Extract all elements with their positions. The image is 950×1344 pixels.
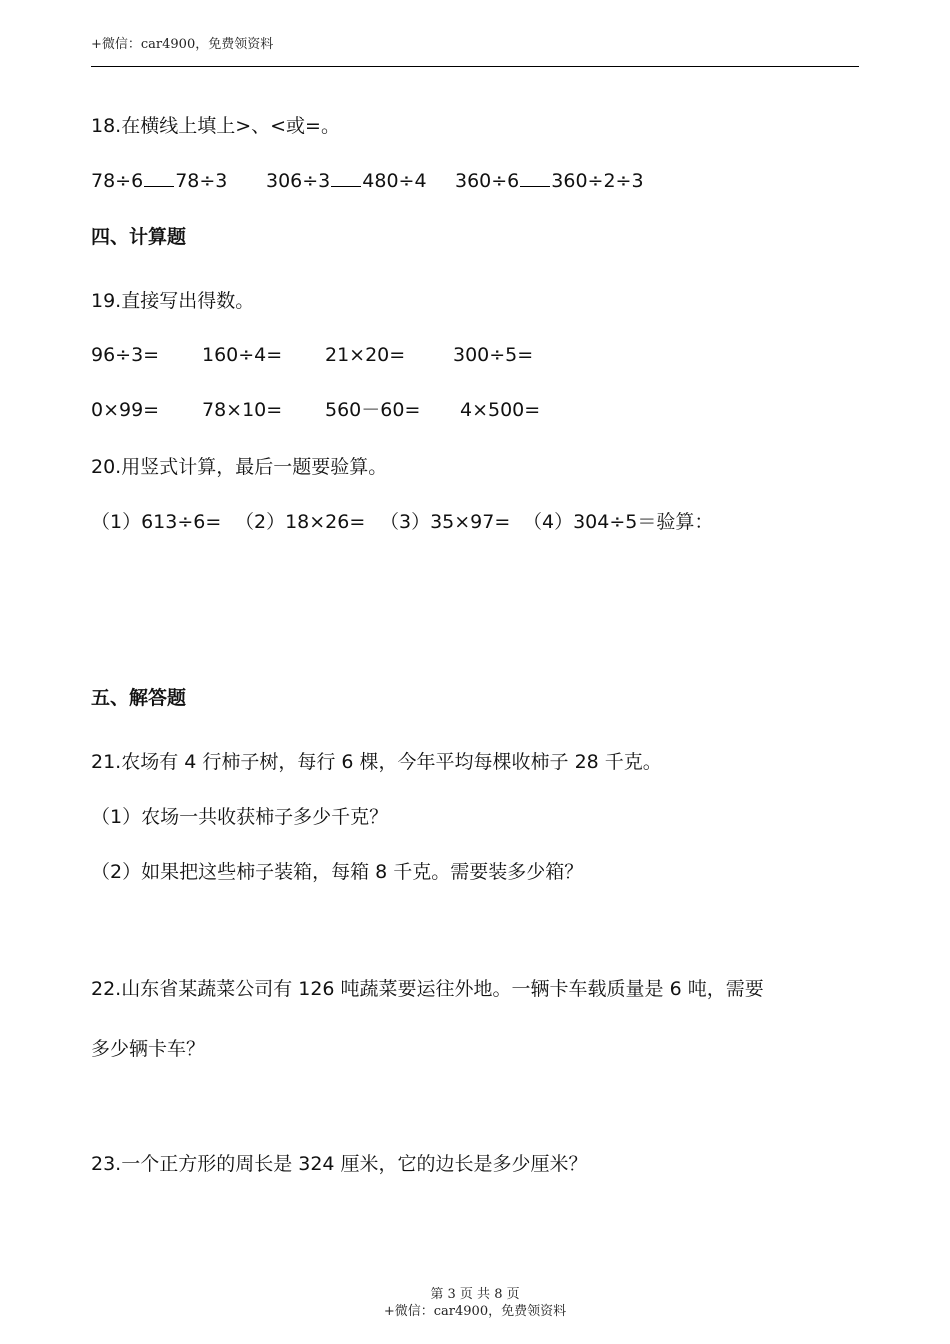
q18-blank-2[interactable] — [331, 168, 361, 187]
section-4-title: 四、计算题 — [91, 226, 187, 248]
q18-item-3-right: 360÷2÷3 — [551, 170, 644, 192]
q19-r1-c3: 21×20= — [325, 344, 406, 366]
q21-sub-1: （1）农场一共收获柿子多少千克？ — [91, 806, 389, 828]
q20-title: 20.用竖式计算，最后一题要验算。 — [91, 456, 388, 478]
q18-item-2-left: 306÷3 — [266, 170, 331, 192]
q19-r1-c4: 300÷5= — [453, 344, 534, 366]
q19-r2-c3: 560－60= — [325, 399, 421, 421]
footer-watermark: +微信：car4900，免费领资料 — [383, 1304, 567, 1319]
section-5-title: 五、解答题 — [91, 687, 187, 709]
q18-blank-3[interactable] — [520, 168, 550, 187]
q20-item-1: （1）613÷6= — [91, 511, 222, 533]
q23-title: 23.一个正方形的周长是 324 厘米，它的边长是多少厘米？ — [91, 1153, 588, 1175]
q18-item-3 — [455, 168, 644, 193]
q20-item-2: （2）18×26= — [235, 511, 366, 533]
header-rule — [91, 66, 859, 67]
q19-r2-c1: 0×99= — [91, 399, 160, 421]
q22-line-1: 22.山东省某蔬菜公司有 126 吨蔬菜要运往外地。一辆卡车载质量是 6 吨，需要 — [91, 978, 764, 1000]
q18-title: 18.在横线上填上>、<或=。 — [91, 115, 340, 137]
q18-blank-1[interactable] — [144, 168, 174, 187]
q21-sub-2: （2）如果把这些柿子装箱，每箱 8 千克。需要装多少箱？ — [91, 861, 584, 883]
q20-item-3: （3）35×97= — [380, 511, 511, 533]
q22-line-2: 多少辆卡车？ — [91, 1038, 206, 1060]
q18-item-1-right: 78÷3 — [175, 170, 228, 192]
q18-item-1 — [91, 168, 227, 193]
header-watermark: +微信：car4900，免费领资料 — [91, 37, 274, 52]
q19-title: 19.直接写出得数。 — [91, 290, 255, 312]
q19-r2-c4: 4×500= — [460, 399, 541, 421]
q18-item-2-right: 480÷4 — [362, 170, 427, 192]
q19-r1-c1: 96÷3= — [91, 344, 160, 366]
q18-item-3-left: 360÷6 — [455, 170, 520, 192]
q19-r1-c2: 160÷4= — [202, 344, 283, 366]
q21-title: 21.农场有 4 行柿子树，每行 6 棵，今年平均每棵收柿子 28 千克。 — [91, 751, 662, 773]
q18-item-1-left: 78÷6 — [91, 170, 144, 192]
footer-page-number: 第 3 页 共 8 页 — [430, 1287, 520, 1302]
q18-item-2 — [266, 168, 427, 193]
q19-r2-c2: 78×10= — [202, 399, 283, 421]
q20-item-4: （4）304÷5＝验算： — [523, 511, 714, 533]
